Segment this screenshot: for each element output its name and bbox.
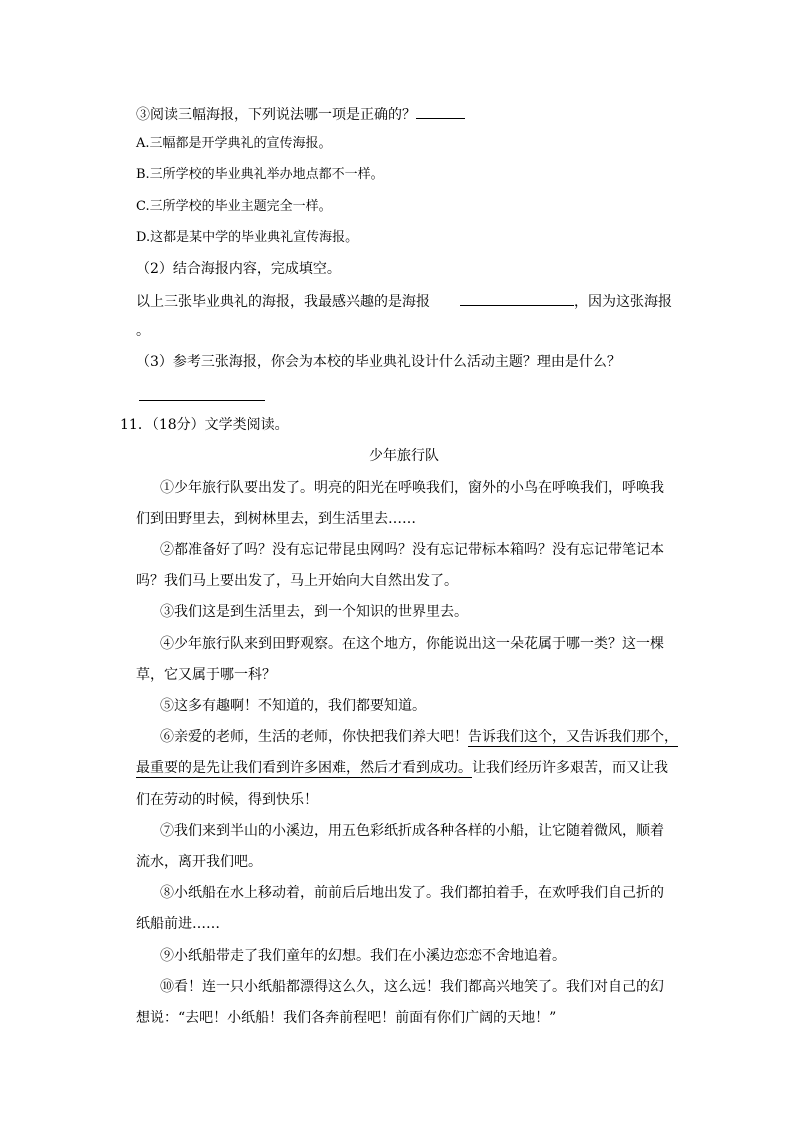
question-10-part2-label: （2）结合海报内容，完成填空。 (136, 261, 341, 277)
option-b: B.三所学校的毕业典礼举办地点都不一样。 (136, 167, 384, 182)
article-title: 少年旅行队 (369, 448, 439, 464)
paragraph-5: ⑤这多有趣啊！不知道的，我们都要知道。 (160, 698, 426, 714)
paragraph-7-line-2: 流水，离开我们吧。 (136, 854, 262, 870)
paragraph-9: ⑨小纸船带走了我们童年的幻想。我们在小溪边恋恋不舍地追着。 (160, 948, 566, 964)
fill-text-after: ，因为这张海报 (574, 294, 672, 310)
fill-end-mark: 。 (136, 323, 150, 339)
paragraph-4-line-1: ④少年旅行队来到田野观察。在这个地方，你能说出这一朵花属于哪一类？这一棵 (160, 636, 664, 652)
paragraph-6-line-3: 们在劳动的时候，得到快乐！ (136, 792, 318, 808)
paragraph-1-line-2: 们到田野里去，到树林里去，到生活里去…… (136, 511, 416, 527)
fill-text-before: 以上三张毕业典礼的海报，我最感兴趣的是海报 (136, 294, 430, 310)
paragraph-8-line-2: 纸船前进…… (136, 916, 220, 932)
underlined-sentence-part-1: 告诉我们这个，又告诉我们那个， (468, 729, 678, 745)
question-10-part2-fill (136, 291, 672, 311)
answer-blank[interactable] (416, 104, 465, 119)
paragraph-10-line-2: 想说：“去吧！小纸船！我们各奔前程吧！前面有你们广阔的天地！” (136, 1010, 557, 1026)
question-10-3-stem (136, 104, 465, 124)
option-a: A.三幅都是开学典礼的宣传海报。 (136, 136, 332, 151)
question-text: ③阅读三幅海报，下列说法哪一项是正确的？ (136, 107, 416, 123)
paragraph-7-line-1: ⑦我们来到半山的小溪边，用五色彩纸折成各种各样的小船，让它随着微风，顺着 (160, 823, 664, 839)
paragraph-10-line-1: ⑩看！连一只小纸船都漂得这么久，这么远！我们都高兴地笑了。我们对自己的幻 (160, 979, 664, 995)
answer-line[interactable] (139, 400, 265, 401)
option-d: D.这都是某中学的毕业典礼宣传海报。 (136, 230, 359, 245)
question-10-part3-label: （3）参考三张海报，你会为本校的毕业典礼设计什么活动主题？理由是什么？ (136, 354, 621, 370)
question-11-header: 11．（18分）文学类阅读。 (120, 417, 289, 433)
paragraph-8-line-1: ⑧小纸船在水上移动着，前前后后地出发了。我们都拍着手，在欢呼我们自己折的 (160, 885, 664, 901)
paragraph-6-line-1 (160, 728, 678, 746)
answer-blank[interactable] (460, 291, 574, 306)
paragraph-4-line-2: 草，它又属于哪一科？ (136, 667, 276, 683)
underlined-sentence-part-2: 最重要的是先让我们看到许多困难，然后才看到成功。 (136, 760, 472, 776)
option-c: C.三所学校的毕业主题完全一样。 (136, 199, 332, 214)
paragraph-6-line-2 (136, 759, 668, 777)
paragraph-6-text: ⑥亲爱的老师，生活的老师，你快把我们养大吧！ (160, 729, 468, 745)
paragraph-1-line-1: ①少年旅行队要出发了。明亮的阳光在呼唤我们，窗外的小鸟在呼唤我们，呼唤我 (160, 480, 664, 496)
paragraph-3: ③我们这是到生活里去，到一个知识的世界里去。 (160, 604, 468, 620)
paragraph-2-line-2: 吗？我们马上要出发了，马上开始向大自然出发了。 (136, 573, 458, 589)
paragraph-6-text-cont: 让我们经历许多艰苦，而又让我 (472, 760, 668, 776)
paragraph-2-line-1: ②都准备好了吗？没有忘记带昆虫网吗？没有忘记带标本箱吗？没有忘记带笔记本 (160, 542, 664, 558)
